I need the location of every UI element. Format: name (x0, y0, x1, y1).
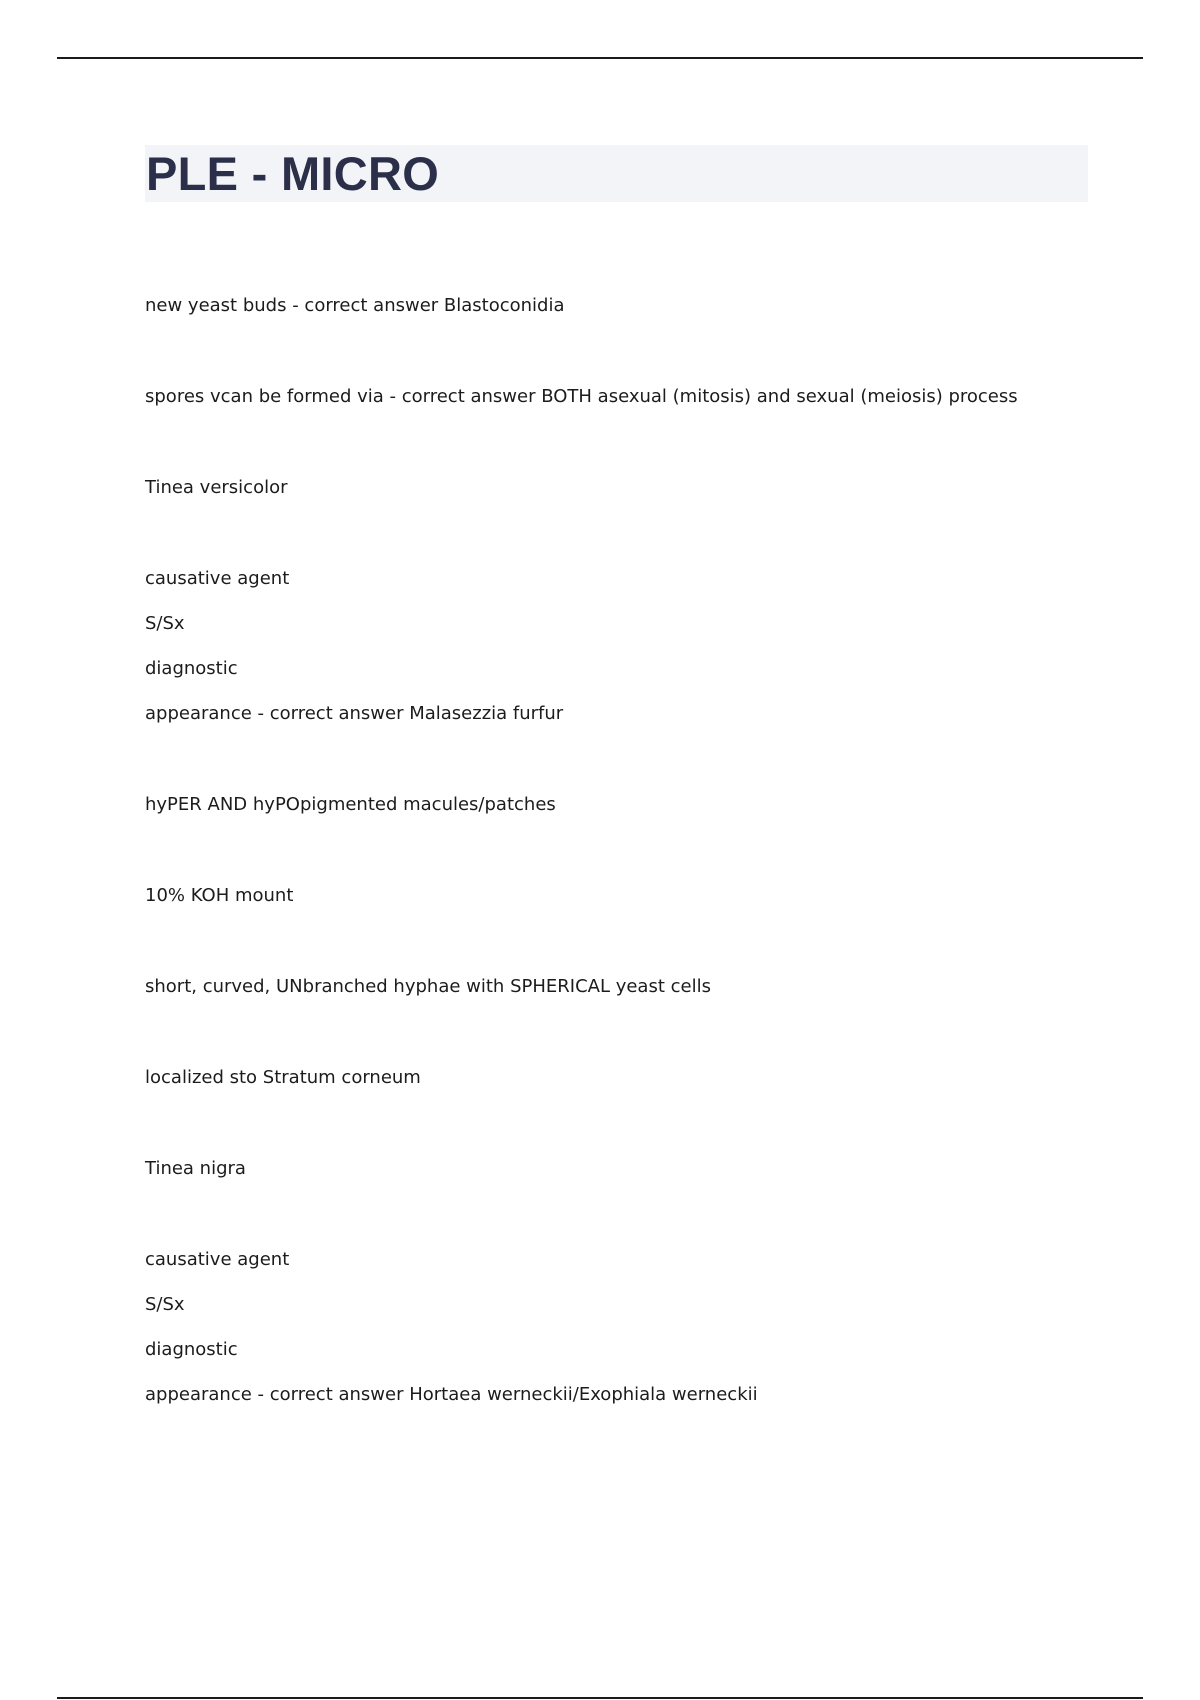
text-line: causative agent (145, 1249, 290, 1270)
text-line: Tinea nigra (145, 1158, 246, 1179)
text-line: causative agent (145, 568, 290, 589)
text-line: appearance - correct answer Hortaea werneckii/Exophiala werneckii (145, 1384, 758, 1405)
text-line: diagnostic (145, 658, 238, 679)
text-line: 10% KOH mount (145, 885, 294, 906)
text-line: appearance - correct answer Malasezzia furfur (145, 703, 564, 724)
text-line: short, curved, UNbranched hyphae with SPHERICAL yeast cells (145, 976, 711, 997)
text-line: new yeast buds - correct answer Blastoconidia (145, 295, 565, 316)
text-line: Tinea versicolor (145, 477, 288, 498)
text-line: diagnostic (145, 1339, 238, 1360)
footer-rule (57, 1697, 1143, 1699)
document-title: PLE - MICRO (146, 147, 440, 200)
text-line: localized sto Stratum corneum (145, 1067, 421, 1088)
header-rule (57, 57, 1143, 59)
text-line: hyPER AND hyPOpigmented macules/patches (145, 794, 556, 815)
text-line: S/Sx (145, 1294, 185, 1315)
text-line: spores vcan be formed via - correct answer BOTH asexual (mitosis) and sexual (meiosis) process (145, 386, 1018, 407)
text-line: S/Sx (145, 613, 185, 634)
